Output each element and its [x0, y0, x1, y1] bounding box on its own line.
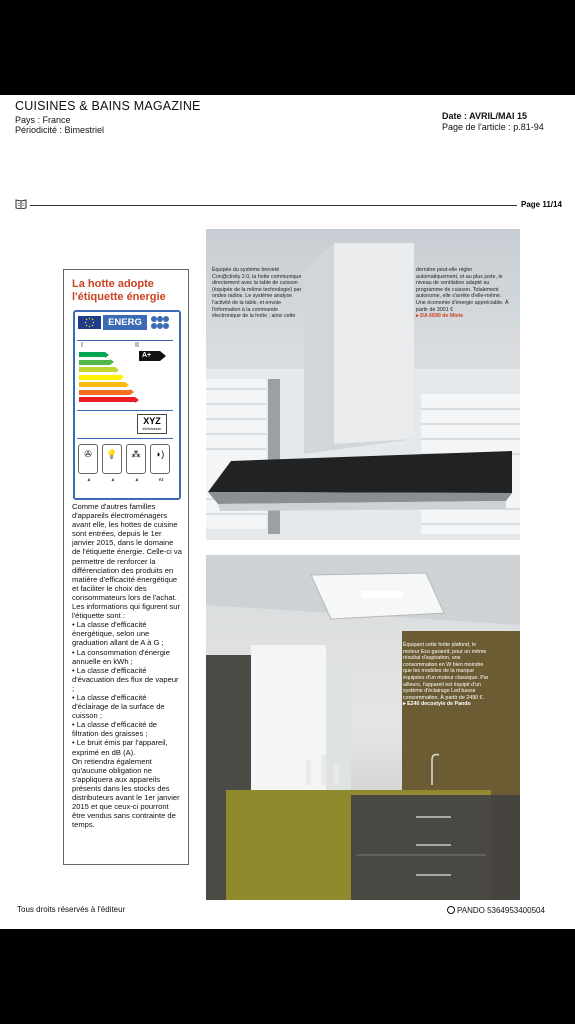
- energy-class-bar-tip: [105, 352, 109, 358]
- sidebar-paragraph: Les informations qui figurent sur l'étiquette sont :: [72, 602, 181, 621]
- country: Pays : France: [15, 115, 71, 125]
- energy-class-bar-tip: [130, 389, 134, 395]
- rating-arrow: A+: [139, 351, 160, 361]
- eu-flag-icon: [78, 316, 101, 329]
- miele-caption-right: [416, 267, 512, 320]
- consumption-unit: kWh/annum: [142, 427, 162, 431]
- hood-photo-miele: [206, 229, 520, 540]
- sidebar-paragraph: • La classe d'efficacité énergétique, selon une graduation allant de A à G ;: [72, 620, 164, 648]
- sidebar-paragraph: • Le bruit émis par l'appareil, exprimé en dB (A).: [72, 738, 168, 757]
- pando-id-text: PANDO 5364953400504: [457, 906, 545, 915]
- issue-date: Date : AVRIL/MAI 15: [442, 111, 528, 121]
- miele-caption-text: dernière peut-elle régler automatiquement, et au plus juste, le niveau de ventilation adapté au programme de cuisson. Totalement autonome, elle s'arrête d'elle-même. Une économie d'énergie appréciable. À partir de 3001 €: [416, 267, 509, 313]
- sidebar-paragraph: On retiendra également qu'aucune obligation ne s'appliquera aux appareils présents dans les stocks des distributeurs avant le 1er janvier 2015 et que ceux-ci pourront être vendus sans contrainte de temps.: [72, 756, 180, 830]
- pando-caption-text: Équipant cette hotte plafond, le moteur Eco garantit, pour un même résultat d'aspiration, une consommation en W bien moindre que les modèles de la marque équipées d'un moteur classique. Par ailleurs, l'appareil est équipé d'un système d'éclairage Led basse consommation. À partir de 2490 €.: [403, 642, 489, 701]
- energy-label-sidebar: [63, 269, 189, 865]
- sidebar-paragraph: Comme d'autres familles d'appareils électroménagers avant elle, les hottes de cuisine sont entrées, depuis le 1er janvier 2015, dans le domaine de l'étiquette énergie. Celle-ci va permettre de renforcer la différenciation des produits en matière d'efficacité énergétique et faciliter le choix des consommateurs lors de l'achat.: [72, 502, 182, 602]
- pando-product-ref: ▸ E240 decostyle de Pando: [403, 701, 471, 708]
- pando-caption: [403, 642, 493, 708]
- energy-class-bar-tip: [120, 374, 124, 380]
- pando-id: [447, 906, 545, 915]
- label-roman-1: I: [81, 342, 83, 349]
- energy-class-bar: [79, 375, 120, 380]
- sidebar-body: [72, 502, 182, 829]
- energy-class-bar-tip: [115, 367, 119, 373]
- miele-caption-left: Équipée du système breveté Con@ctivity 2.0, la hotte communique directement avec la table de cuisson (équipée de la même technologie) par ondes radios. Le système analyse l'activité de la table, et envoie l'information à la commande électronique de la hotte ; ainsi cette: [212, 267, 302, 320]
- consumption-box: [137, 414, 167, 434]
- energy-class-bar: [79, 397, 135, 402]
- energy-class-bar-tip: [125, 382, 129, 388]
- fan-icon: ✇ A: [78, 444, 98, 474]
- label-roman-2: II: [135, 342, 139, 349]
- energy-class-bar: [79, 352, 105, 357]
- label-icons: [77, 442, 175, 488]
- label-line: [77, 340, 173, 341]
- sidebar-title: La hotte adopte l'étiquette énergie: [72, 278, 166, 303]
- magazine-title: CUISINES & BAINS MAGAZINE: [15, 99, 201, 113]
- energy-class-bar: [79, 390, 130, 395]
- label-line-3: [77, 438, 173, 439]
- energy-class-bar: [79, 367, 115, 372]
- pando-logo-icon: [447, 906, 455, 914]
- article-page: Page de l'article : p.81-94: [442, 122, 544, 132]
- energy-class-bar-tip: [135, 397, 139, 403]
- kitchen-illustration: [206, 555, 520, 900]
- periodicity: Périodicité : Bimestriel: [15, 125, 105, 135]
- sidebar-paragraph: • La classe d'efficacité d'évacuation des flux de vapeur ;: [72, 665, 179, 693]
- sidebar-paragraph: • La consommation d'énergie annuelle en kWh ;: [72, 647, 170, 666]
- hood-photo-pando: [206, 555, 520, 900]
- page-number: Page 11/14: [521, 200, 562, 209]
- consumption-code: XYZ: [143, 416, 161, 426]
- energy-label: [73, 310, 181, 500]
- energy-class-bar: [79, 382, 125, 387]
- label-header: [77, 314, 173, 331]
- magazine-page: [0, 95, 575, 929]
- rights-notice: Tous droits réservés à l'éditeur: [17, 905, 126, 914]
- book-icon: [15, 199, 27, 209]
- bulb-icon: 💡 A: [102, 444, 122, 474]
- sidebar-paragraph: • La classe d'efficacité de filtration des graisses ;: [72, 720, 158, 739]
- sidebar-paragraph: • La classe d'efficacité d'éclairage de la surface de cuisson ;: [72, 692, 165, 721]
- energy-class-bar-tip: [110, 359, 114, 365]
- language-icon: [149, 315, 171, 330]
- filter-icon: ⁂ A: [126, 444, 146, 474]
- header-divider: [30, 205, 517, 206]
- noise-icon: ◗) YZ: [150, 444, 170, 474]
- miele-product-ref: ▸ DA 6690 de Miele: [416, 313, 464, 320]
- label-line-2: [77, 410, 173, 411]
- energy-class-bar: [79, 360, 110, 365]
- energy-brand: ENERG: [103, 315, 147, 330]
